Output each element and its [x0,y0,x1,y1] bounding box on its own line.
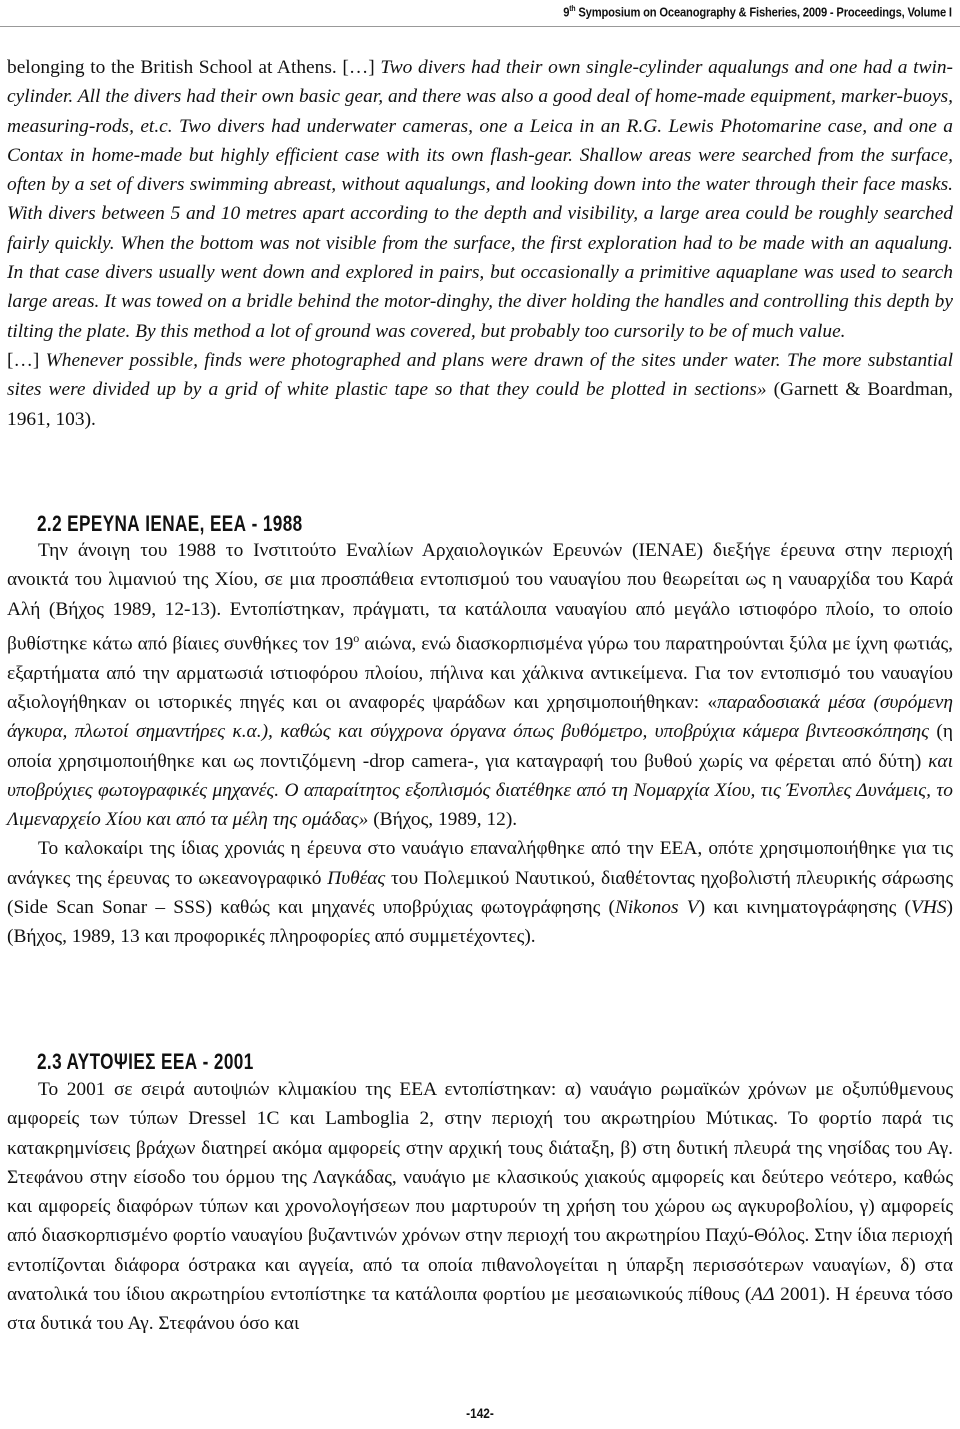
s22-p2-text-c: του Πολεμικού Ναυτικού, διαθέτοντας ηχοβολιστή πλευρικής σάρωσης (Side Scan Sonar – SSS) καθώς και μηχανές υποβρύχιας φωτογράφησης ( [7,867,953,919]
s22-p2-text-a: Το καλοκαίρι της ίδιας χρονιάς η έρευνα στο ναυάγιο επαναλήφθηκε από την ΕΕΑ, οπότε χρησιμοποιήθηκε για τις ανάγκες της έρευνας το ωκεανογραφικό [7,838,953,889]
quote-paragraph-2 [7,346,953,434]
quote-p2-citation: (Garnett & Boardman, 1961, 103). [7,379,953,430]
s22-p2-italic-camera: Nikonos V [614,897,699,919]
s22-p2-italic-ship: Πυθέας [327,867,386,889]
quote-paragraph-1 [7,53,953,346]
s23-p1-italic-ref: ΑΔ [751,1284,775,1306]
quote-p1-italic: Two divers had their own single-cylinder aqualungs and one had a twin-cylinder. All the divers had their own basic gear, and there was also a good deal of home-made equipment, marker-buoys, measuring-rods, et.c. Two divers had underwater cameras, one a Leica in an R.G. Lewis Photomarine case, and one a Contax in home-made but highly efficient case with its own flash-gear. Shallow areas were searched from the surface, often by a set of divers swimming abreast, without aqualungs, and looking down into the water through their face masks. With divers between 5 and 10 metres apart according to the depth and visibility, a large area could be roughly searched fairly quickly. When the bottom was not visible from the surface, the first exploration had to be made with an aqualung. In that case divers usually went down and explored in pairs, but occasionally a primitive aquaplane was used to search large areas. It was towed on a bridle behind the motor-dinghy, the diver holding the handles and controlling this depth by tilting the plate. By this method a lot of ground was covered, but probably too cursorily to be of much value. [7,57,953,342]
running-title-superscript: th [569,4,576,13]
section-2-2-body [7,536,953,952]
s23-p1-text-c: 2001). Η έρευνα τόσο στα δυτικά του Αγ. Στεφάνου όσο και [7,1284,954,1335]
quote-p1-roman: belonging to the British School at Athens. […] [7,57,381,78]
s22-p1-italic-e: και υποβρύχιες φωτογραφικές μηχανές. Ο απαραίτητος εξοπλισμός διατέθηκε από τη Νομαρχία Χίου, τις Ένοπλες Δυνάμεις, το Λιμεναρχείο Χίου και από τα μέλη της ομάδας» [7,750,953,831]
s22-p1-citation: (Βήχος, 1989, 12). [368,809,518,831]
s22-p2-text-e: ) και κινηματογράφησης ( [698,897,911,919]
s22-p1-text-d: (η οποία χρησιμοποιήθηκε και ως ποντιζόμενη -drop camera-, για καταγραφή του βυθού χωρίς να φέρεται από δύτη) [7,721,953,772]
section-2-2-paragraph-1 [7,536,953,834]
section-2-3-body [7,1075,953,1339]
section-2-2-paragraph-2 [7,834,953,951]
s23-p1-text-a: Το 2001 σε σειρά αυτοψιών κλιμακίου της ΕΕΑ εντοπίστηκαν: α) ναυάγιο ρωμαϊκών χρόνων με οξυπύθμενους αμφορείς των τύπων Dressel 1C και Lamboglia 2, στην περιοχή του ακρωτηρίου Μύτικας. Το φορτίο παρά τις κατακρημνίσεις βράχων διατηρεί ακόμα αμφορείς στην αρχική τους διάταξη, β) στη δυτική πλευρά της νησίδας του Αγ. Στεφάνου στην είσοδο του όρμου της Λαγκάδας, ναυάγιο με κλασικούς χιακούς αμφορείς και δεύτερο νεότερο, καθώς και αμφορείς διαφόρων τύπων και χρονολογήσεων που μαρτυρούν τη χρήση του χώρου ως αγκυροβολίου, γ) αμφορείς από διασκορπισμένο φορτίο ναυαγίου βυζαντινών χρόνων στην περιοχή του ακρωτηρίου Παχύ-Θόλος. Στην ίδια περιοχή εντοπίζονται διάφορα όστρακα και αγγεία, από τα οποία πιθανολογείται η ύπαρξη περισσότερων ναυαγίων, δ) στα ανατολικά του ίδιου ακρωτηρίου εντοπίστηκε τα κατάλοιπα φορτίου με μεσαιωνικούς πίθους ( [7,1079,953,1306]
page-number: -142- [466,1405,494,1421]
s22-p2-italic-vhs: VHS [910,897,947,919]
section-heading-2-2: 2.2 ΕΡΕΥΝΑ ΙΕΝΑΕ, ΕΕΑ - 1988 [37,511,303,536]
section-2-3-paragraph-1 [7,1075,953,1339]
header-rule [0,26,960,27]
quote-p2-italic: Whenever possible, finds were photographed and plans were drawn of the sites under water. The more substantial sites were divided up by a grid of white plastic tape so that they could be plotted in sections» [7,349,953,401]
s22-p1-superscript: ο [353,630,360,645]
s22-p1-text-b: αιώνα, ενώ διασκορπισμένα γύρω του παρατηρούνται ξύλα με ίχνη φωτιάς, εξαρτήματα από την αρματωσιά ιστιοφόρου πλοίου, πήλινα και χάλκινα αντικείμενα. Για τον εντοπισμό του ναυαγίου αξιολογήθηκαν οι ιστορικές πηγές και οι αναφορές ψαράδων και χρησιμοποιήθηκαν: « [7,633,953,713]
quote-p2-roman: […] [7,349,46,371]
s22-p2-text-g: ) (Βήχος, 1989, 13 και προφορικές πληροφορίες από συμμετέχοντες). [7,897,953,948]
s22-p1-text-a: Την άνοιγη του 1988 το Ινστιτούτο Εναλίων Αρχαιολογικών Ερευνών (ΙΕΝΑΕ) διεξήγε έρευνα στην περιοχή ανοικτά του λιμανιού της Χίου, σε μια προσπάθεια εντοπισμού του ναυαγίου που θεωρείται ως η ναυαρχίδα του Καρά Αλή (Βήχος 1989, 12-13). Εντοπίστηκαν, πράγματι, τα κατάλοιπα ναυαγίου από μεγάλο ιστιοφόρο πλοίο, το οποίο βυθίστηκε κάτω από βίαιες συνθήκες τον 19 [7,540,953,655]
running-title-text: Symposium on Oceanography & Fisheries, 2009 - Proceedings, Volume I [575,4,952,20]
running-header [563,4,952,19]
s22-p1-italic-c: παραδοσιακά μέσα (συρόμενη άγκυρα, πλωτοί σημαντήρες κ.α.), καθώς και σύγχρονα όργανα όπως βυθόμετρο, υποβρύχια κάμερα βιντεοσκόπησης [7,691,953,743]
quote-block [7,53,953,434]
section-heading-2-3: 2.3 ΑΥΤΟΨΙΕΣ ΕΕΑ - 2001 [37,1049,254,1074]
running-title-prefix: 9 [563,4,570,20]
